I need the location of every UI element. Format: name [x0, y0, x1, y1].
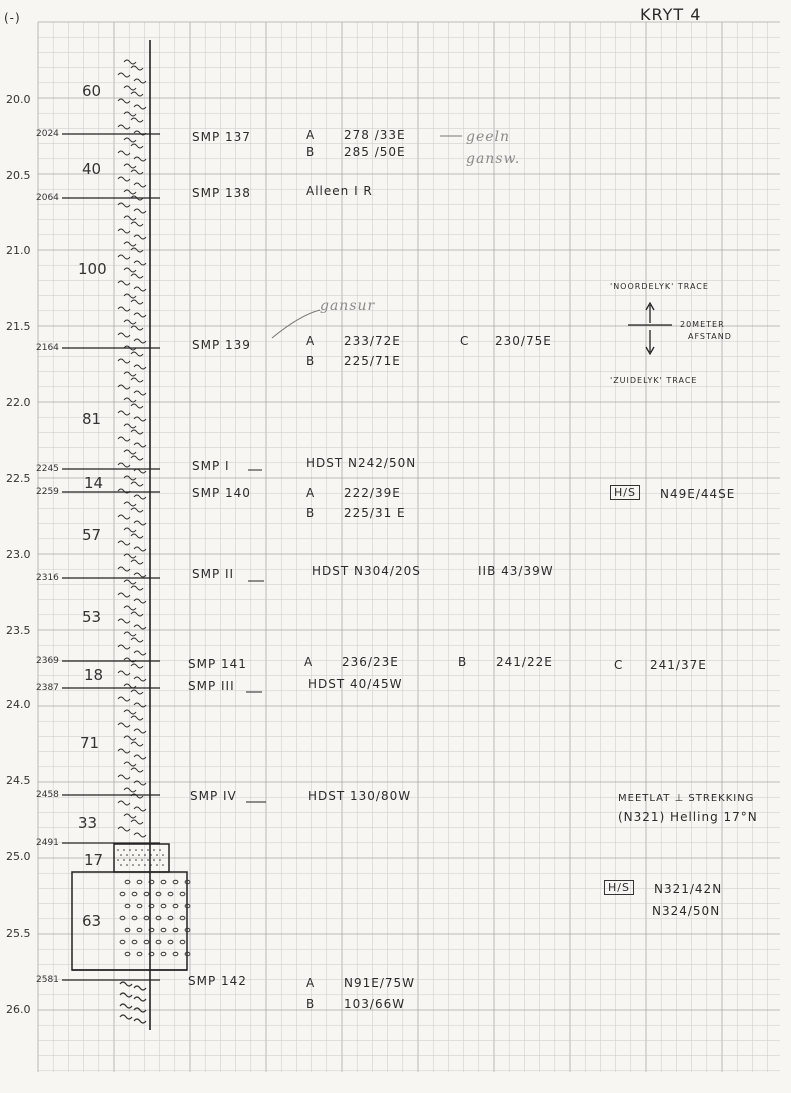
sand-dot	[123, 849, 125, 851]
wavy-symbol	[131, 170, 143, 174]
wavy-symbol	[118, 593, 130, 597]
sample-a: A	[304, 655, 314, 669]
wavy-symbol	[118, 541, 130, 545]
sand-dot	[126, 864, 128, 866]
wavy-symbol	[124, 502, 136, 506]
sand-dot	[156, 864, 158, 866]
sand-dot-symbols	[117, 849, 164, 866]
wavy-symbol	[118, 177, 130, 181]
pebble	[161, 880, 166, 884]
wavy-symbol	[118, 645, 130, 649]
wavy-symbol	[124, 268, 136, 272]
pebble	[132, 940, 137, 944]
sample-label: SMP IV	[190, 789, 237, 803]
wavy-symbol	[124, 762, 136, 766]
wavy-symbol	[131, 118, 143, 122]
thickness-label: 60	[82, 82, 102, 100]
pebble	[132, 892, 137, 896]
sand-dot	[156, 854, 158, 856]
sample-b: B	[306, 506, 316, 520]
sand-dot	[132, 854, 134, 856]
sample-text: HDST N242/50N	[306, 456, 417, 470]
wavy-symbol	[118, 775, 130, 779]
depth-label: 21.5	[6, 320, 31, 333]
corner-label: (-)	[4, 11, 21, 25]
boundary-mark: 2491	[36, 838, 59, 848]
sand-dot	[162, 854, 164, 856]
wavy-symbol	[118, 801, 130, 805]
wavy-symbol	[131, 378, 143, 382]
sample-b-value: 241/22E	[496, 655, 553, 669]
sample-label: SMP 139	[192, 338, 251, 352]
pencil-note: gansur	[320, 298, 376, 314]
sand-dot	[126, 854, 128, 856]
thickness-label: 81	[82, 410, 102, 428]
pebble	[173, 928, 178, 932]
pebble	[180, 892, 185, 896]
wavy-symbol	[124, 242, 136, 246]
wavy-symbol	[118, 229, 130, 233]
wavy-symbol	[124, 606, 136, 610]
wavy-symbol	[118, 619, 130, 623]
pebble	[173, 880, 178, 884]
sand-dot	[120, 854, 122, 856]
wavy-symbol	[131, 560, 143, 564]
sample-label: SMP I	[192, 459, 230, 473]
pebble	[161, 952, 166, 956]
sample-a: A	[306, 486, 316, 500]
wavy-symbol	[124, 632, 136, 636]
wavy-symbol	[131, 716, 143, 720]
pebble	[120, 916, 125, 920]
sample-text: HDST 40/45W	[308, 677, 403, 691]
boundary-mark: 2369	[36, 656, 59, 666]
sand-dot	[120, 864, 122, 866]
sand-dot	[144, 854, 146, 856]
sand-dot	[153, 849, 155, 851]
wavy-symbol	[124, 580, 136, 584]
sample-text: HDST N304/20S	[312, 564, 421, 578]
thickness-label: 53	[82, 608, 102, 626]
pebble	[156, 892, 161, 896]
sand-dot	[147, 849, 149, 851]
pebble	[137, 952, 142, 956]
sand-dot	[159, 849, 161, 851]
sample-b-value: 225/31 E	[344, 506, 406, 520]
wavy-symbol	[131, 456, 143, 460]
sample-c-value: 230/75E	[495, 334, 552, 348]
sand-dot	[141, 859, 143, 861]
wavy-symbol	[124, 320, 136, 324]
sand-dot	[162, 864, 164, 866]
sand-dot	[138, 864, 140, 866]
sand-dot	[147, 859, 149, 861]
wavy-symbol	[118, 437, 130, 441]
wavy-symbol	[131, 222, 143, 226]
sand-dot	[159, 859, 161, 861]
wavy-symbol	[118, 307, 130, 311]
sand-dot	[117, 849, 119, 851]
pebble	[180, 916, 185, 920]
boundary-mark: 2245	[36, 464, 59, 474]
wavy-symbol	[131, 768, 143, 772]
sand-dot	[150, 864, 152, 866]
wavy-symbol	[131, 66, 143, 70]
pebble	[144, 940, 149, 944]
wavy-symbol	[131, 664, 143, 668]
pebble	[137, 880, 142, 884]
wavy-symbol	[120, 982, 132, 986]
depth-label: 26.0	[6, 1003, 31, 1016]
wavy-symbol	[124, 190, 136, 194]
wavy-symbol	[120, 1015, 132, 1019]
pebble	[137, 928, 142, 932]
wavy-symbol	[118, 99, 130, 103]
sample-text: Alleen I R	[306, 184, 373, 198]
wavy-symbol	[118, 749, 130, 753]
hs-box: H/S	[604, 880, 634, 895]
depth-label: 22.0	[6, 396, 31, 409]
sample-b-value: 225/71E	[344, 354, 401, 368]
pebble	[120, 940, 125, 944]
wavy-symbol	[120, 1004, 132, 1008]
wavy-symbol	[124, 112, 136, 116]
sample-a-value: N91E/75W	[344, 976, 416, 990]
wavy-symbol	[124, 450, 136, 454]
pebble	[168, 940, 173, 944]
sample-a: A	[306, 334, 316, 348]
wavy-symbol	[131, 820, 143, 824]
sand-dot	[129, 849, 131, 851]
sample-label: SMP 138	[192, 186, 251, 200]
wavy-symbol	[124, 398, 136, 402]
wavy-symbol	[118, 333, 130, 337]
trace-south-label: 'ZUIDELYK' TRACE	[610, 376, 698, 385]
wavy-symbol	[131, 326, 143, 330]
pebble	[120, 892, 125, 896]
hs-value: N49E/44SE	[660, 487, 736, 501]
hs-value: N324/50N	[652, 904, 721, 918]
pebble	[144, 916, 149, 920]
boundary-mark: 2458	[36, 790, 59, 800]
hs-box: H/S	[610, 485, 640, 500]
thickness-label: 18	[84, 666, 104, 684]
sand-dot	[135, 849, 137, 851]
wavy-symbol	[118, 73, 130, 77]
hs-value: N321/42N	[654, 882, 723, 896]
sand-dot	[123, 859, 125, 861]
sand-dot	[135, 859, 137, 861]
sample-label: SMP II	[192, 567, 235, 581]
sample-label: SMP III	[188, 679, 235, 693]
wavy-symbol	[124, 164, 136, 168]
sample-c: C	[460, 334, 470, 348]
conglomerate-pebble-symbols	[120, 880, 190, 956]
depth-label: 25.5	[6, 927, 31, 940]
sample-a: A	[306, 128, 316, 142]
wavy-symbol	[118, 697, 130, 701]
meetlat-line-2: (N321) Helling 17°N	[618, 810, 758, 824]
sand-dot	[132, 864, 134, 866]
wavy-symbol	[131, 300, 143, 304]
trace-distance-label: 20METER	[680, 320, 725, 329]
sand-dot	[129, 859, 131, 861]
depth-label: 24.5	[6, 774, 31, 787]
sample-c: C	[614, 658, 624, 672]
pebble	[156, 916, 161, 920]
sample-a: A	[306, 976, 316, 990]
depth-label: 20.5	[6, 169, 31, 182]
wavy-symbol	[124, 294, 136, 298]
wavy-symbol	[118, 411, 130, 415]
trace-north-label: 'NOORDELYK' TRACE	[610, 282, 709, 291]
thickness-label: 57	[82, 526, 102, 544]
wavy-symbol	[131, 352, 143, 356]
depth-label: 21.0	[6, 244, 31, 257]
pebble	[173, 904, 178, 908]
depth-label: 24.0	[6, 698, 31, 711]
sheet-title: KRYT 4	[640, 5, 702, 24]
wavy-symbol	[131, 274, 143, 278]
wavy-symbol	[118, 281, 130, 285]
wavy-symbol	[131, 92, 143, 96]
wavy-symbol	[124, 528, 136, 532]
sand-dot	[141, 849, 143, 851]
boundary-mark: 2387	[36, 683, 59, 693]
wavy-symbol	[124, 138, 136, 142]
trace-distance-label-2: AFSTAND	[688, 332, 732, 341]
wavy-symbol	[131, 144, 143, 148]
wavy-symbol	[118, 359, 130, 363]
wavy-symbol	[131, 586, 143, 590]
meetlat-line-1: MEETLAT ⊥ STREKKING	[618, 793, 755, 804]
depth-label: 22.5	[6, 472, 31, 485]
sample-b: B	[458, 655, 468, 669]
sample-b: B	[306, 354, 316, 368]
sample-a-value: 222/39E	[344, 486, 401, 500]
depth-label: 23.0	[6, 548, 31, 561]
pebble	[132, 916, 137, 920]
thickness-label: 17	[84, 851, 104, 869]
wavy-symbol	[118, 723, 130, 727]
wavy-symbol	[118, 151, 130, 155]
sand-dot	[144, 864, 146, 866]
sample-text: HDST 130/80W	[308, 789, 412, 803]
wavy-symbol	[124, 86, 136, 90]
pebble	[173, 952, 178, 956]
thickness-label: 33	[78, 814, 98, 832]
wavy-symbol	[124, 788, 136, 792]
wavy-symbol	[131, 742, 143, 746]
pebble	[180, 940, 185, 944]
sample-b-value: 103/66W	[344, 997, 406, 1011]
pebble	[144, 892, 149, 896]
boundary-mark: 2581	[36, 975, 59, 985]
wavy-symbol	[124, 372, 136, 376]
sand-dot	[117, 859, 119, 861]
wavy-symbol	[124, 554, 136, 558]
pebble	[156, 940, 161, 944]
sample-label: SMP 137	[192, 130, 251, 144]
wavy-symbol	[118, 203, 130, 207]
wavy-symbol	[124, 710, 136, 714]
wavy-symbol	[131, 482, 143, 486]
wavy-symbol	[131, 612, 143, 616]
wavy-symbol	[124, 60, 136, 64]
sand-dot	[150, 854, 152, 856]
sample-extra: IIB 43/39W	[478, 564, 554, 578]
pebble	[137, 904, 142, 908]
pebble	[168, 892, 173, 896]
boundary-mark: 2024	[36, 129, 59, 139]
wavy-symbol	[131, 638, 143, 642]
wavy-symbol	[131, 404, 143, 408]
sample-label: SMP 140	[192, 486, 251, 500]
depth-label: 23.5	[6, 624, 31, 637]
pebble	[161, 904, 166, 908]
wavy-symbol	[118, 515, 130, 519]
boundary-mark: 2316	[36, 573, 59, 583]
depth-label: 25.0	[6, 850, 31, 863]
depth-label: 20.0	[6, 93, 31, 106]
sample-label: SMP 141	[188, 657, 247, 671]
thickness-label: 71	[80, 734, 100, 752]
sample-label: SMP 142	[188, 974, 247, 988]
sample-b: B	[306, 145, 316, 159]
boundary-mark: 2164	[36, 343, 59, 353]
sample-c-value: 241/37E	[650, 658, 707, 672]
boundary-mark: 2064	[36, 193, 59, 203]
sample-b-value: 285 /50E	[344, 145, 406, 159]
wavy-symbol	[118, 255, 130, 259]
wavy-symbol	[131, 430, 143, 434]
wavy-symbol	[118, 671, 130, 675]
pencil-note: geeln gansw.	[466, 129, 521, 167]
wavy-symbol	[124, 424, 136, 428]
sand-dot	[153, 859, 155, 861]
sample-a-value: 236/23E	[342, 655, 399, 669]
sample-a-value: 278 /33E	[344, 128, 406, 142]
thickness-label: 14	[84, 474, 104, 492]
pebble	[168, 916, 173, 920]
thickness-label: 63	[82, 912, 102, 930]
sample-a-value: 233/72E	[344, 334, 401, 348]
pebble	[161, 928, 166, 932]
wavy-symbol	[131, 534, 143, 538]
thickness-label: 40	[82, 160, 102, 178]
wavy-symbol	[124, 814, 136, 818]
sand-dot	[138, 854, 140, 856]
wavy-symbol	[118, 463, 130, 467]
boundary-mark: 2259	[36, 487, 59, 497]
thickness-label: 100	[78, 260, 107, 278]
sample-b: B	[306, 997, 316, 1011]
